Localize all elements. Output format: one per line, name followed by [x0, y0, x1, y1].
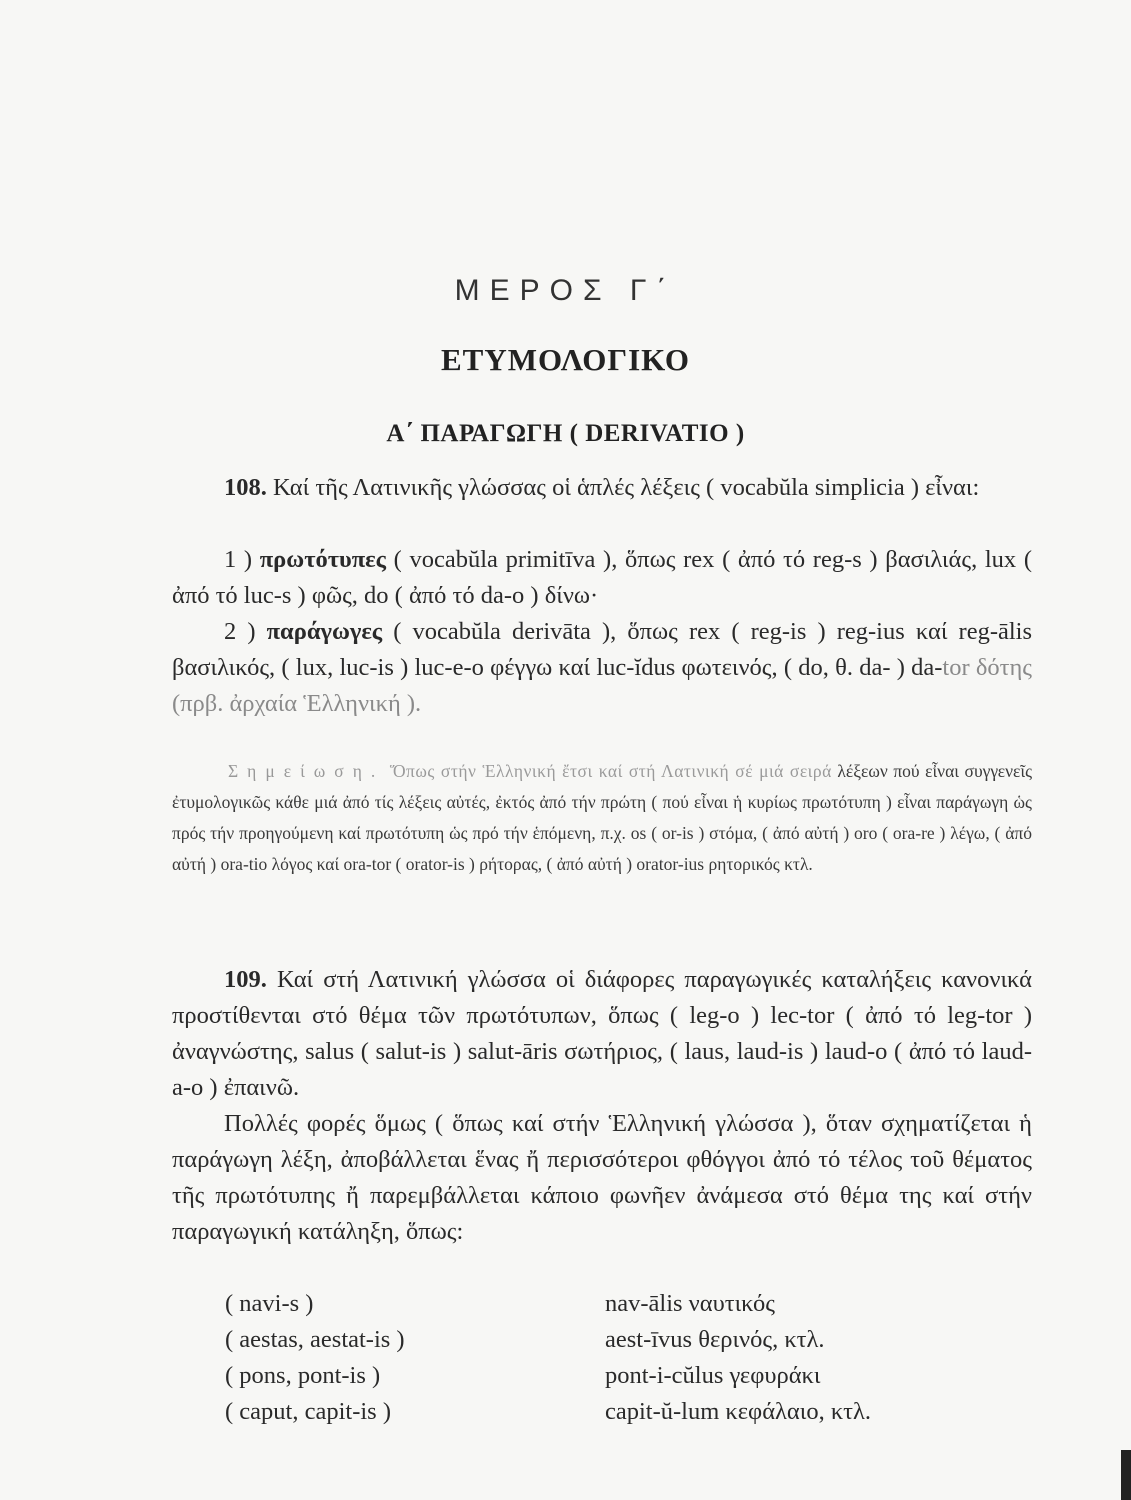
example-source: ( caput, capit-is )	[225, 1398, 391, 1425]
paragraph-109-continued	[172, 1106, 1032, 1250]
term-primitive: πρωτότυπες	[259, 546, 386, 573]
example-row	[225, 1358, 1025, 1394]
paragraph-text: Πολλές φορές ὅμως ( ὅπως καί στήν Ἑλληνική γλώσσα ), ὅταν σχηματίζεται ἡ παράγωγη λέξη, ἀποβάλλεται ἕνας ἤ περισσότεροι φθόγγοι ἀπό τό τέλος τοῦ θέματος τῆς πρωτότυπης ἤ παρεμβάλλεται κάποιο φωνῆεν ἀνάμεσα στό θέμα της καί στήν παραγωγική κατάληξη, ὅπως:	[172, 1110, 1032, 1245]
example-row	[225, 1286, 1025, 1322]
example-derived: capit-ŭ-lum κεφάλαιο, κτλ.	[605, 1398, 872, 1425]
note-text-faded: Ὅπως στήν Ἑλληνική ἔτσι καί στή Λατινική σέ μιά σειρά	[389, 761, 832, 781]
part-title: ΜΕΡΟΣ Γ΄	[454, 274, 677, 307]
list-item-derived	[172, 614, 1032, 722]
example-row	[225, 1322, 1025, 1358]
list-marker: 1 )	[224, 546, 260, 573]
paragraph-text: Καί τῆς Λατινικῆς γλώσσας οἱ ἁπλές λέξεις ( vocabŭla simplicia ) εἶναι:	[273, 474, 980, 501]
term-derived: παράγωγες	[266, 618, 383, 645]
list-item-text: ( vocabŭla derivāta ), ὅπως rex ( reg-is ) reg-ius καί reg-ālis βασιλικός, ( lux, luc-is ) luc-e-o φέγγω καί luc-ĭdus φωτεινός, ( do, θ. da- ) da-	[172, 618, 1032, 681]
list-item-text-faded: tor δότης (πρβ. ἀρχαία Ἑλληνική ).	[172, 654, 1033, 717]
paragraph-text: Καί στή Λατινική γλώσσα οἱ διάφορες παραγωγικές καταλήξεις κανονικά προστίθενται στό θέμα τῶν πρωτότυπων, ὅπως ( leg-o ) lec-tor ( ἀπό τό leg-tor ) ἀναγνώστης, salus ( salut-is ) salut-āris σωτήριος, ( laus, laud-is ) laud-o ( ἀπό τό laud-a-o ) ἐπαινῶ.	[172, 966, 1033, 1101]
section-title: ΕΤΥΜΟΛΟΓΙΚΟ	[440, 342, 691, 377]
list-item-text: ( vocabŭla primitīva ), ὅπως rex ( ἀπό τό reg-s ) βασιλιάς, lux ( ἀπό τό luc-s ) φῶς, do ( ἀπό τό da-o ) δίνω·	[172, 546, 1032, 609]
example-derived: pont-i-cŭlus γεφυράκι	[605, 1362, 821, 1389]
paragraph-number: 108.	[224, 474, 267, 501]
note-label: Σημείωση.	[228, 761, 385, 781]
paragraph-number: 109.	[224, 966, 267, 993]
list-item-primitive	[172, 542, 1032, 614]
example-derived: aest-īvus θερινός, κτλ.	[605, 1326, 825, 1353]
list-marker: 2 )	[224, 618, 267, 645]
examples-list	[225, 1286, 1025, 1430]
paragraph-109	[172, 962, 1032, 1106]
paragraph-108	[172, 470, 1032, 506]
example-source: ( aestas, aestat-is )	[225, 1326, 405, 1353]
example-derived: nav-ālis ναυτικός	[605, 1290, 775, 1317]
example-row	[225, 1394, 1025, 1430]
example-source: ( navi-s )	[225, 1290, 314, 1317]
scan-edge-mark	[1121, 1450, 1131, 1500]
note-text: λέξεων πού εἶναι συγγενεῖς ἐτυμολογικῶς κάθε μιά ἀπό τίς λέξεις αὐτές, ἐκτός ἀπό τήν πρώτη ( πού εἶναι ἡ κυρίως πρωτότυπη ) εἶναι παράγωγη ὡς πρός τήν προηγούμενη καί πρωτότυπη ὡς πρό τήν ἑπόμενη, π.χ. os ( or-is ) στόμα, ( ἀπό αὐτή ) oro ( ora-re ) λέγω, ( ἀπό αὐτή ) ora-tio λόγος καί ora-tor ( orator-is ) ρήτορας, ( ἀπό αὐτή ) orator-ius ρητορικός κτλ.	[172, 761, 1033, 874]
subsection-title: Α΄ ΠΑΡΑΓΩΓΗ ( DERIVATIO )	[386, 420, 745, 447]
example-source: ( pons, pont-is )	[225, 1362, 381, 1389]
note-block	[172, 756, 1032, 880]
